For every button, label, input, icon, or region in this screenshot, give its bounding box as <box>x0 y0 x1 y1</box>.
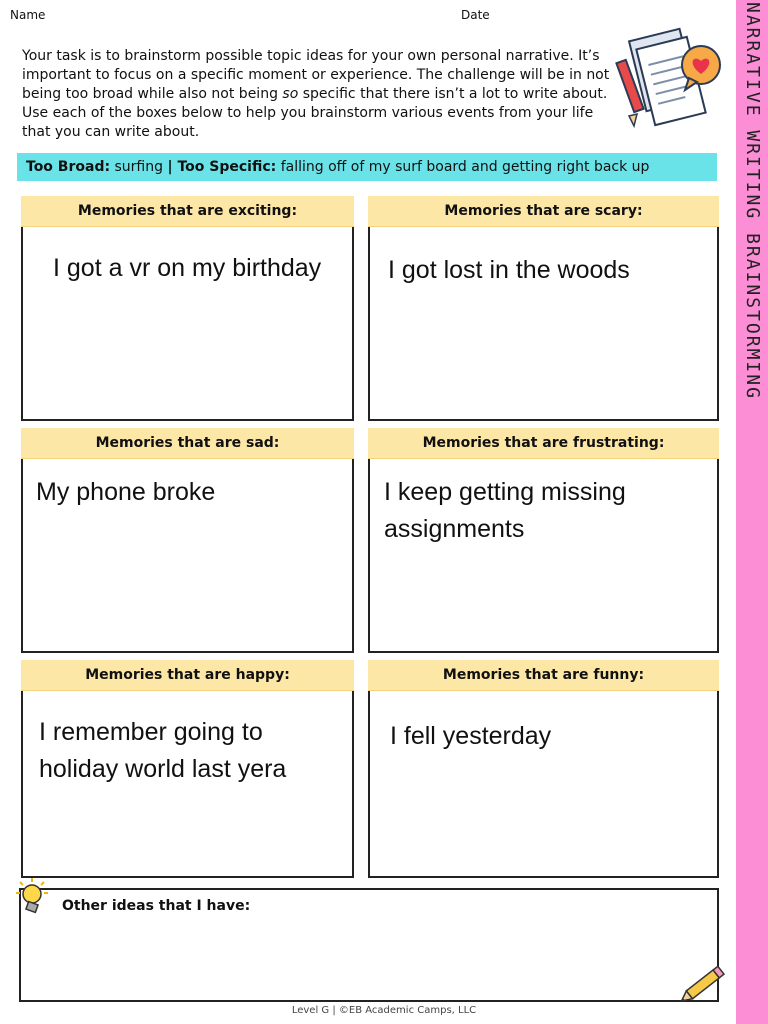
pencil-icon <box>672 960 732 1010</box>
box-heading: Memories that are funny: <box>368 660 719 691</box>
footer-credit: Level G | ©EB Academic Camps, LLC <box>291 1005 477 1016</box>
box-answer[interactable]: I got a vr on my birthday <box>53 254 322 282</box>
instructions-text-1: Your task is to brainstorm possible topic ideas for your own personal narrative. It’s important to focus on a specific moment or experience. The challenge will be in not being too broad while also not being <box>22 48 610 102</box>
memory-box-sad <box>21 435 354 653</box>
box-answer[interactable]: I keep getting missing assignments <box>384 478 626 543</box>
too-broad-value: surfing <box>110 159 168 175</box>
memory-box-frustrating <box>368 435 719 653</box>
instructions-paragraph <box>22 47 612 142</box>
box-heading: Memories that are frustrating: <box>368 428 719 459</box>
lightbulb-icon <box>12 876 48 918</box>
example-bar <box>17 153 717 181</box>
document-heart-icon <box>615 20 725 140</box>
box-heading: Memories that are sad: <box>21 428 354 459</box>
instructions-emphasis: so <box>282 86 299 102</box>
instructions-text-2: specific that there isn’t a lot to write about. Use each of the boxes below to help you brainstorm various events from your life that you can write about. <box>22 86 608 140</box>
box-answer[interactable]: My phone broke <box>36 478 216 506</box>
memory-box-exciting <box>21 203 354 421</box>
name-label: Name <box>10 8 46 22</box>
memory-box-funny <box>368 667 719 878</box>
too-specific-value: falling off of my surf board and getting right back up <box>276 159 650 175</box>
box-heading: Memories that are scary: <box>368 196 719 227</box>
too-broad-label: Too Broad: <box>26 159 111 175</box>
box-answer[interactable]: I fell yesterday <box>390 722 552 750</box>
title-sidebar <box>736 0 768 1024</box>
date-label: Date <box>461 8 490 22</box>
memory-box-scary <box>368 203 719 421</box>
box-heading: Memories that are happy: <box>21 660 354 691</box>
box-answer[interactable]: I remember going to holiday world last yera <box>39 718 287 783</box>
too-specific-label: Too Specific: <box>172 159 277 175</box>
box-answer[interactable]: I got lost in the woods <box>388 256 630 284</box>
sidebar-title: NARRATIVE WRITING BRAINSTORMING <box>742 2 763 400</box>
box-heading: Memories that are exciting: <box>21 196 354 227</box>
example-separator: | <box>167 159 173 175</box>
other-ideas-label: Other ideas that I have: <box>62 898 251 914</box>
memory-box-happy <box>21 667 354 878</box>
